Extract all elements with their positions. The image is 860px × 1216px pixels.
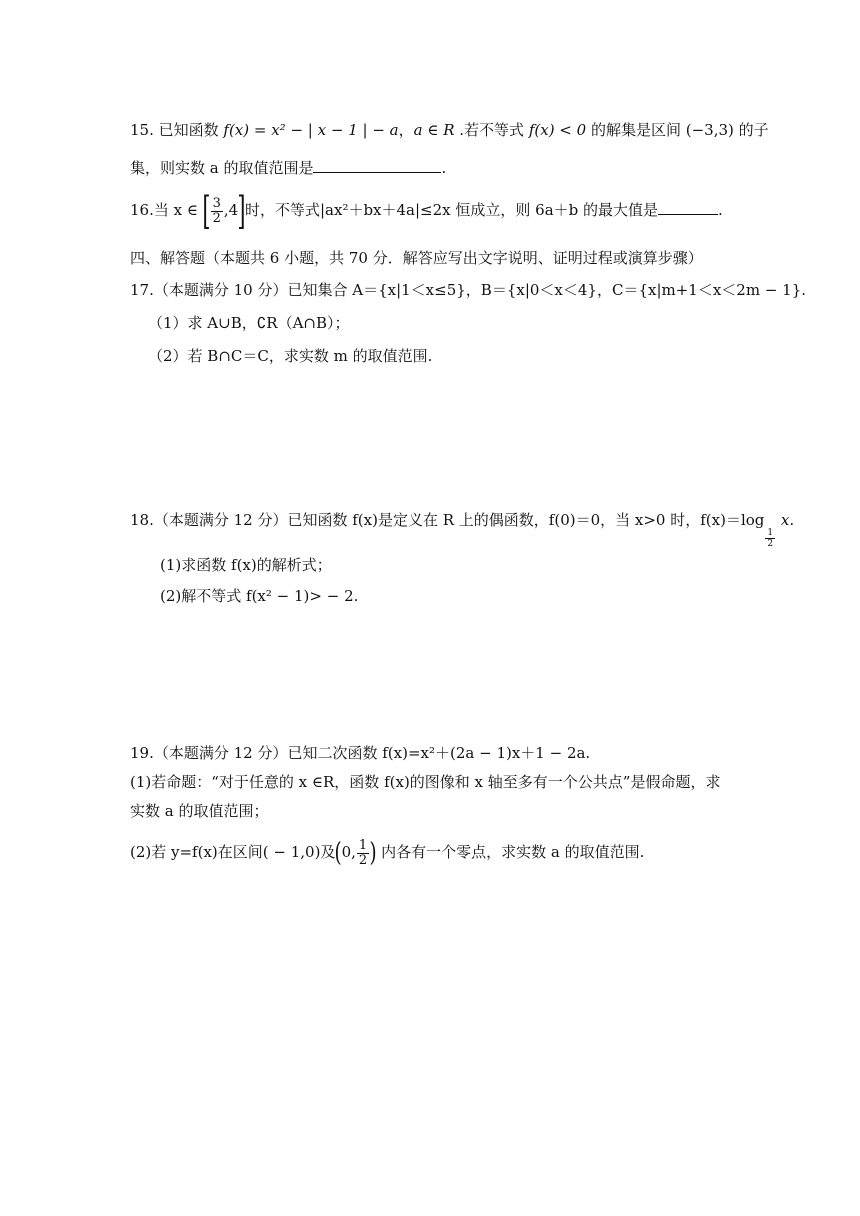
q16-interval-end: ,4 — [223, 201, 239, 219]
q19-interval-start: 0, — [341, 843, 356, 861]
q17-stem: 17.（本题满分 10 分）已知集合 A＝{x|1＜x≤5}，B＝{x|0＜x＜4}，C＝{x|m+1＜x＜2m − 1}. — [130, 281, 807, 299]
q15-inequality: f(x) < 0 — [528, 121, 587, 139]
q15-text-4: 的子 — [733, 121, 769, 139]
q19-stem: 19.（本题满分 12 分）已知二次函数 f(x)=x²＋(2a − 1)x＋1 − 2a. — [130, 744, 591, 762]
q15-text-line2: 集，则实数 a 的取值范围是 — [130, 159, 314, 177]
q15-condition: a ∈ R — [413, 121, 455, 139]
right-bracket-icon: ] — [237, 189, 246, 233]
fraction-numerator: 3 — [212, 195, 221, 211]
left-bracket-icon: [ — [202, 189, 211, 233]
section-heading: 四、解答题（本题共 6 小题，共 70 分．解答应写出文字说明、证明过程或演算步骤） — [130, 249, 703, 267]
q18-sub2: (2)解不等式 f(x² − 1)> − 2. — [160, 587, 359, 605]
q16-text-2: 时，不等式|ax²＋bx＋4a|≤2x 恒成立，则 6a＋b 的最大值是 — [244, 201, 659, 219]
fraction-numerator: 1 — [358, 837, 368, 853]
q16-period: . — [718, 201, 723, 219]
q18-text-end: x. — [776, 511, 795, 529]
q18-stem — [130, 510, 794, 549]
left-paren-icon: ( — [334, 838, 343, 868]
fraction-denominator: 2 — [767, 539, 774, 549]
q17-sub1: （1）求 A∪B，∁R（A∩B）； — [148, 314, 350, 332]
q17-sub2: （2）若 B∩C＝C，求实数 m 的取值范围. — [148, 347, 433, 365]
q15-line2 — [130, 158, 446, 178]
q19-sub2-text-2: 内各有一个零点，求实数 a 的取值范围. — [376, 843, 645, 861]
q15-function: f(x) = x² − | x − 1 | − a — [223, 121, 399, 139]
q18-text: 18.（本题满分 12 分）已知函数 f(x)是定义在 R 上的偶函数，f(0)＝0，当 x>0 时，f(x)＝log — [130, 511, 765, 529]
q16-line — [130, 189, 723, 233]
log-base-fraction — [765, 528, 775, 549]
q15-comma: ， — [398, 121, 414, 139]
q16-text: 16.当 x ∈ — [130, 201, 203, 219]
q15-text-2: .若不等式 — [454, 121, 529, 139]
q15-text: 15. 已知函数 — [130, 121, 224, 139]
fraction-denominator: 2 — [358, 852, 368, 868]
q18-sub1: (1)求函数 f(x)的解析式； — [160, 556, 332, 574]
q19-sub2-text: (2)若 y=f(x)在区间( − 1,0)及 — [130, 843, 336, 861]
fraction-numerator: 1 — [767, 528, 774, 538]
q16-fraction — [211, 197, 223, 226]
q19-sub2 — [130, 838, 644, 868]
q19-sub1-line2: 实数 a 的取值范围； — [130, 802, 269, 820]
q19-sub1-line1: (1)若命题：“对于任意的 x ∈R，函数 f(x)的图像和 x 轴至多有一个公共点”是假命题，求 — [130, 773, 721, 791]
fraction-denominator: 2 — [212, 210, 221, 226]
q15-period: . — [441, 159, 447, 177]
q15-line1 — [130, 120, 769, 140]
q19-fraction — [357, 839, 369, 868]
answer-blank — [658, 200, 718, 215]
right-paren-icon: ) — [369, 838, 377, 868]
q15-interval: (−3,3) — [685, 121, 734, 139]
answer-blank — [313, 158, 441, 173]
q15-text-3: 的解集是区间 — [586, 121, 686, 139]
